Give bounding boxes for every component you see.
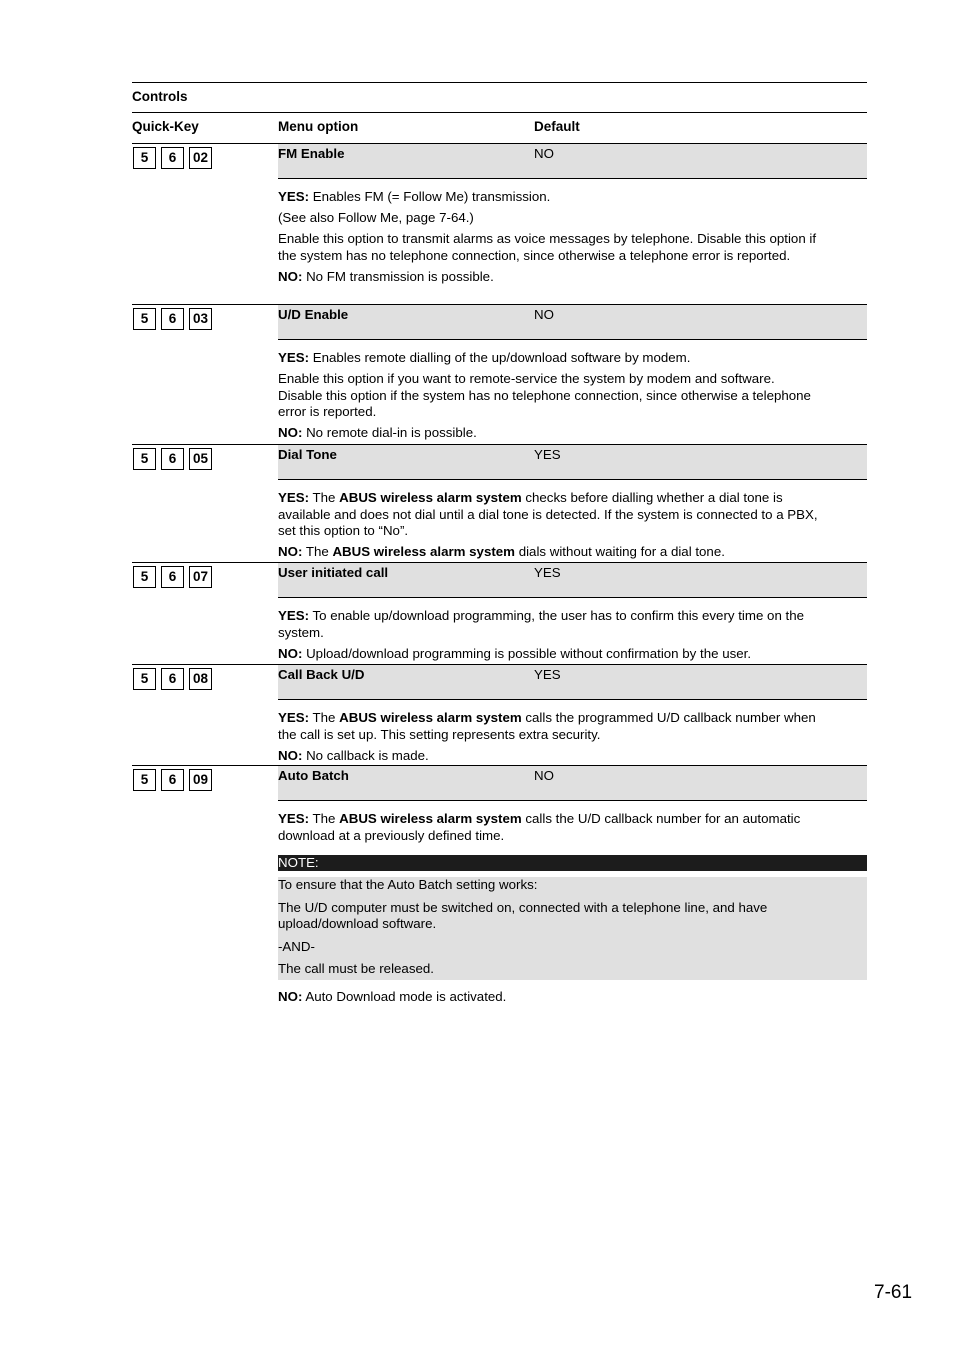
quick-key: 5 [133, 308, 156, 330]
option-description [278, 189, 818, 290]
default-value: YES [534, 565, 561, 580]
description-paragraph: YES: Enables remote dialling of the up/download software by modem. [278, 350, 691, 365]
menu-option-bar [278, 305, 867, 340]
description-paragraph: YES: To enable up/download programming, the user has to confirm this every time on the system. [278, 608, 805, 640]
description-paragraph: Enable this option if you want to remote-service the system by modem and software. Disable this option if the system has no telephone connection, since otherwise a telephone error is reported. [278, 371, 811, 419]
quick-key: 6 [161, 147, 184, 169]
quick-key: 5 [133, 769, 156, 791]
default-value: NO [534, 146, 554, 161]
quick-key: 5 [133, 147, 156, 169]
menu-option-name: Call Back U/D [278, 667, 365, 682]
note-line: -AND- [278, 938, 315, 954]
quick-key: 6 [161, 668, 184, 690]
note-box [278, 877, 867, 980]
table-top-rule [132, 82, 867, 83]
menu-option-name: User initiated call [278, 565, 389, 580]
option-description [278, 490, 818, 565]
description-paragraph: YES: The ABUS wireless alarm system checks before dialling whether a dial tone is available and does not dial until a dial tone is detected. If the system is connected to a PBX, set this option to “No”. [278, 490, 818, 538]
description-paragraph: (See also Follow Me, page 7-64.) [278, 210, 474, 225]
quick-key: 6 [161, 566, 184, 588]
default-value: YES [534, 667, 561, 682]
table-title: Controls [132, 89, 188, 104]
option-description-no [278, 989, 818, 1010]
menu-option-name: Dial Tone [278, 447, 337, 462]
quick-key: 02 [189, 147, 212, 169]
quick-key: 07 [189, 566, 212, 588]
title-rule [132, 112, 867, 113]
menu-option-bar [278, 563, 867, 598]
brand-name: ABUS wireless alarm system [332, 544, 515, 559]
column-header-quick-key: Quick-Key [132, 119, 199, 134]
default-value: NO [534, 307, 554, 322]
menu-option-bar [278, 144, 867, 179]
option-description [278, 710, 818, 769]
brand-name: ABUS wireless alarm system [339, 811, 522, 826]
description-paragraph: NO: No FM transmission is possible. [278, 268, 494, 284]
menu-option-name: U/D Enable [278, 307, 349, 322]
note-line: To ensure that the Auto Batch setting works: [278, 877, 538, 892]
description-paragraph: Enable this option to transmit alarms as voice messages by telephone. Disable this option if the system has no telephone connection, since otherwise a telephone error is reported. [278, 231, 817, 263]
menu-option-bar [278, 445, 867, 480]
description-paragraph: NO: Auto Download mode is activated. [278, 989, 507, 1004]
note-line: The U/D computer must be switched on, connected with a telephone line, and have upload/download software. [278, 899, 768, 931]
brand-name: ABUS wireless alarm system [339, 710, 522, 725]
menu-option-name: Auto Batch [278, 768, 349, 783]
quick-key: 03 [189, 308, 212, 330]
column-header-default: Default [534, 119, 580, 134]
menu-option-bar [278, 766, 867, 801]
description-paragraph: NO: Upload/download programming is possible without confirmation by the user. [278, 645, 752, 661]
menu-option-bar [278, 665, 867, 700]
quick-key: 6 [161, 448, 184, 470]
description-paragraph: YES: The ABUS wireless alarm system calls the U/D callback number for an automatic download at a previously defined time. [278, 811, 801, 843]
quick-key: 5 [133, 566, 156, 588]
menu-option-name: FM Enable [278, 146, 345, 161]
note-line: The call must be released. [278, 961, 434, 976]
quick-key: 08 [189, 668, 212, 690]
page-number: 7-61 [874, 1282, 913, 1303]
option-description [278, 350, 818, 446]
option-description [278, 608, 818, 667]
quick-key: 6 [161, 308, 184, 330]
default-value: YES [534, 447, 561, 462]
description-paragraph: YES: The ABUS wireless alarm system calls the programmed U/D callback number when the call is set up. This setting represents extra security. [278, 710, 816, 742]
column-header-menu-option: Menu option [278, 119, 359, 134]
option-description [278, 811, 818, 849]
quick-key: 05 [189, 448, 212, 470]
description-paragraph: YES: Enables FM (= Follow Me) transmission. [278, 189, 551, 204]
quick-key: 5 [133, 668, 156, 690]
quick-key: 09 [189, 769, 212, 791]
description-paragraph: NO: No callback is made. [278, 747, 429, 763]
brand-name: ABUS wireless alarm system [339, 490, 522, 505]
quick-key: 5 [133, 448, 156, 470]
default-value: NO [534, 768, 554, 783]
note-heading: NOTE: [278, 855, 867, 871]
description-paragraph: NO: The ABUS wireless alarm system dials without waiting for a dial tone. [278, 544, 725, 559]
description-paragraph: NO: No remote dial-in is possible. [278, 425, 477, 440]
quick-key: 6 [161, 769, 184, 791]
